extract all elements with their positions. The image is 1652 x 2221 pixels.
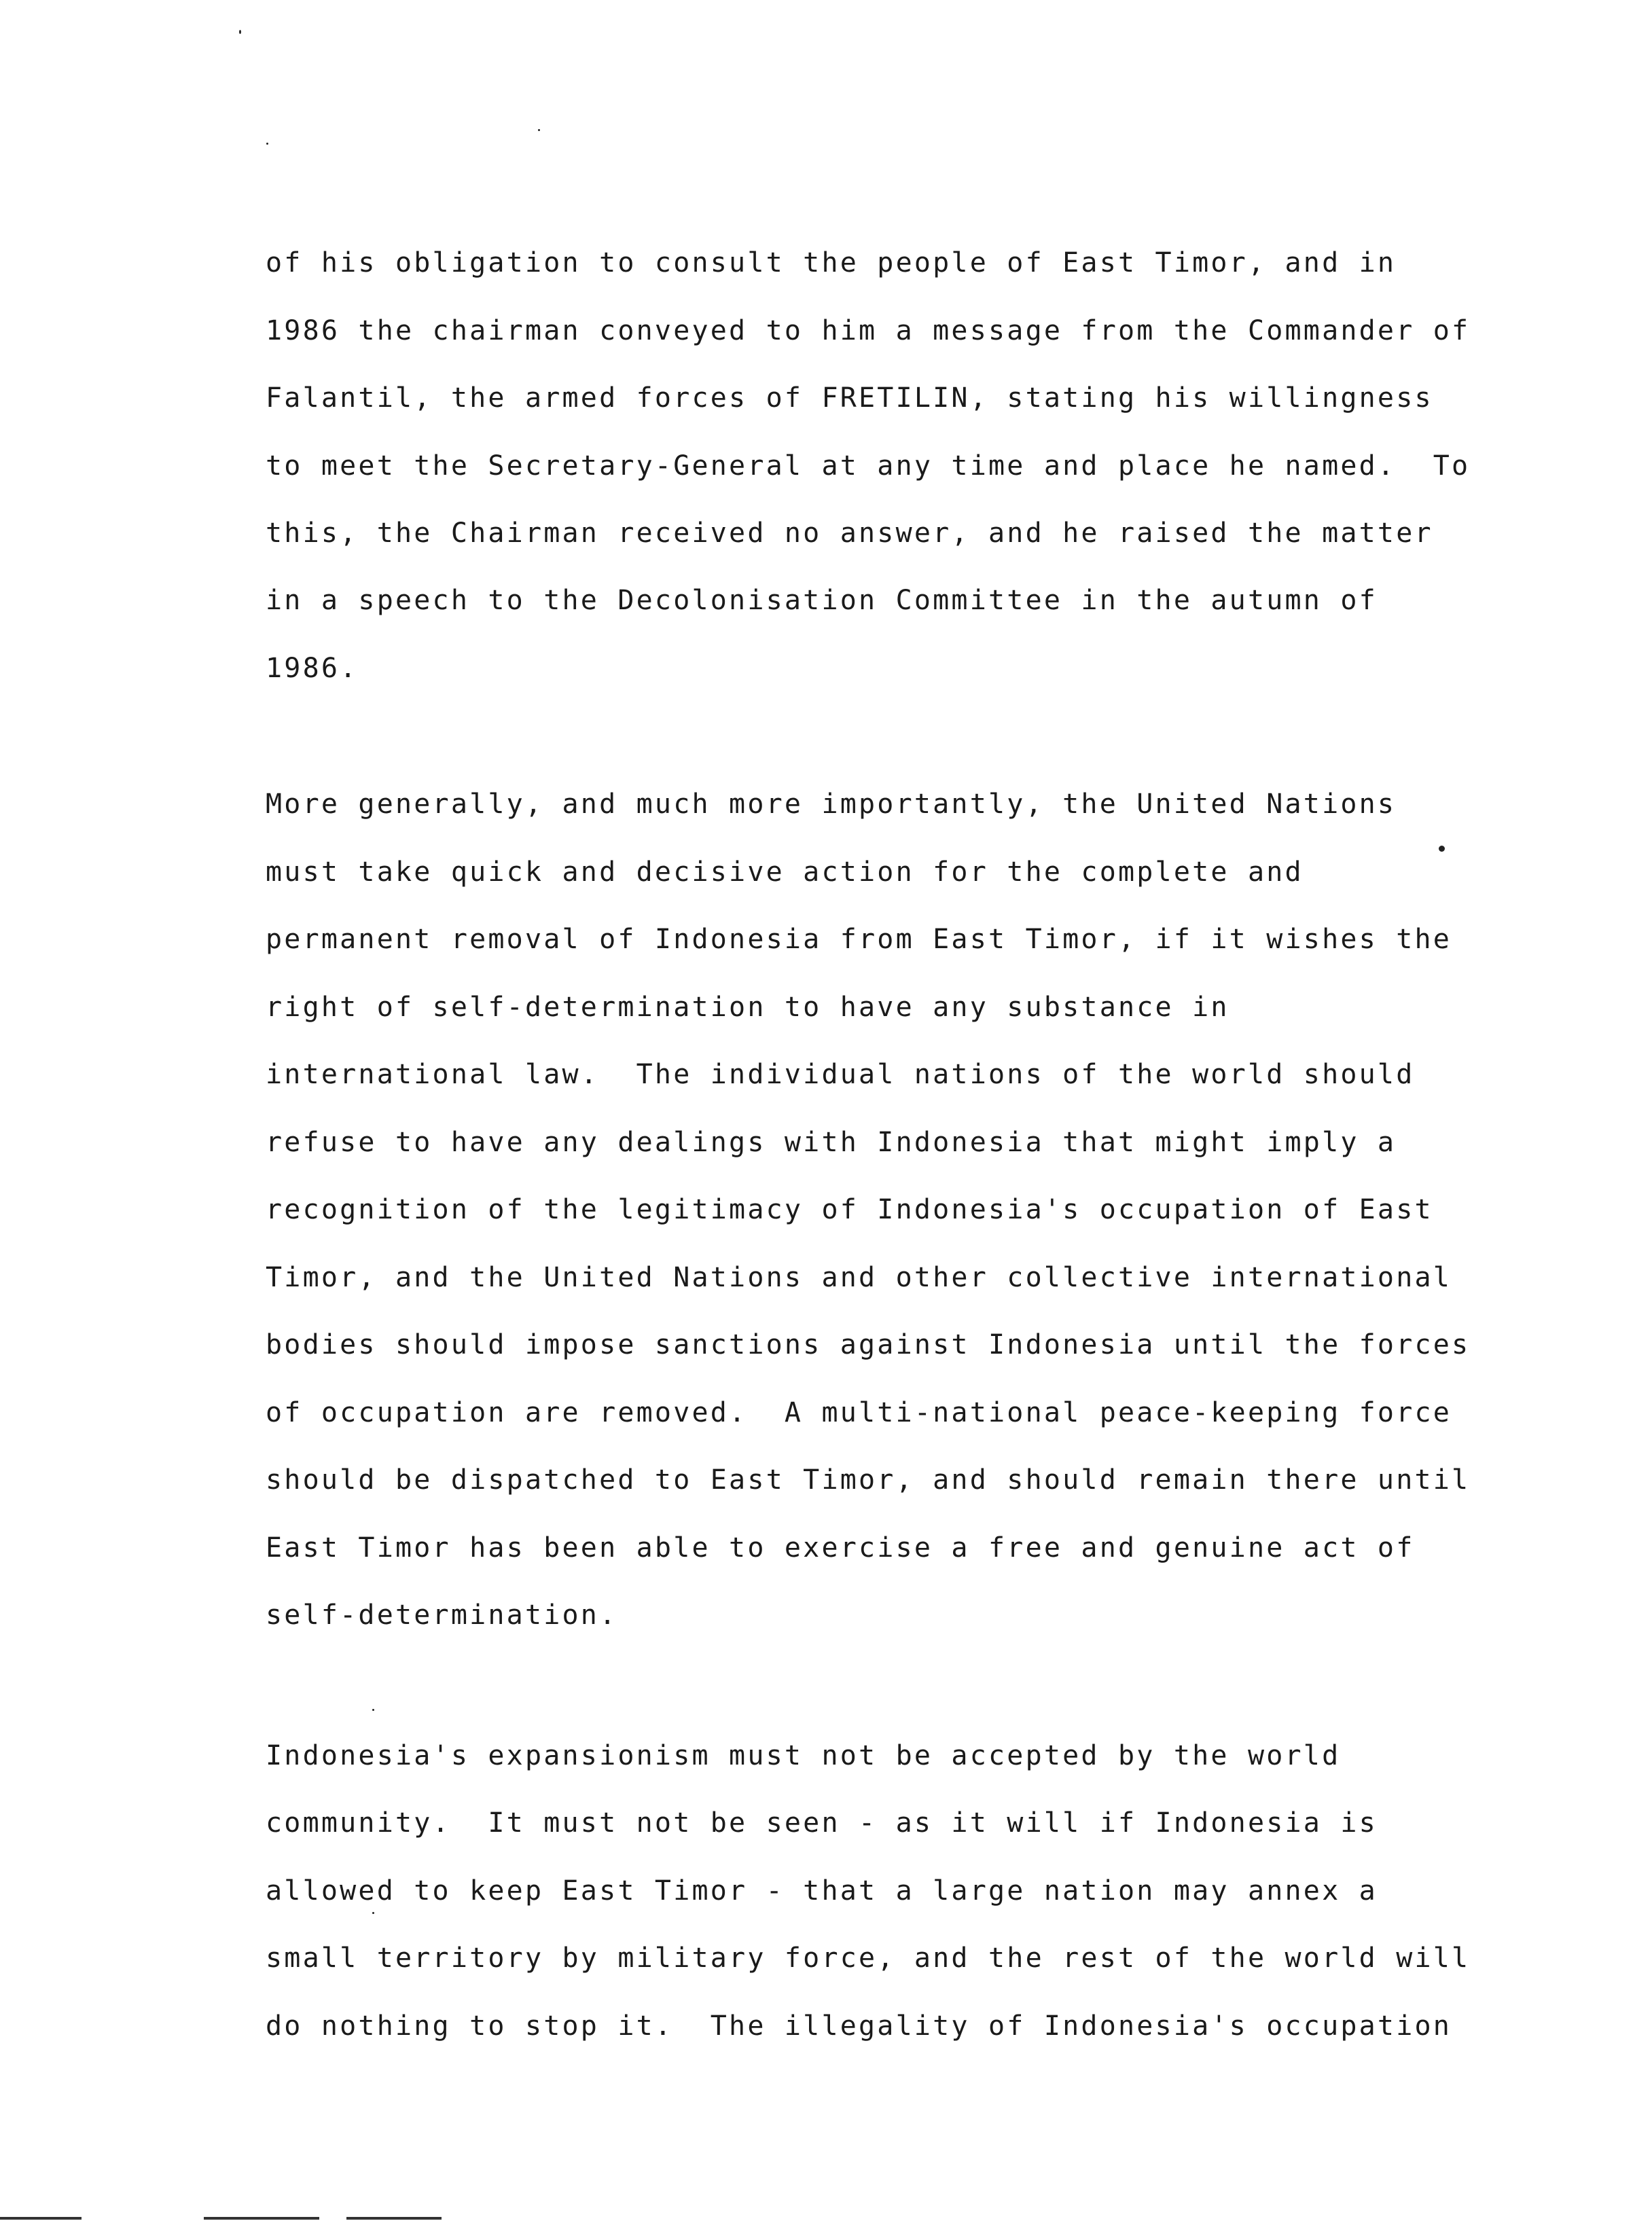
text-line: refuse to have any dealings with Indonesia that might imply a (266, 1127, 1397, 1158)
text-line: bodies should impose sanctions against Indonesia until the forces (266, 1329, 1471, 1360)
scan-speck (1439, 846, 1445, 852)
text-line: small territory by military force, and the rest of the world will (266, 1943, 1471, 1974)
text-line: community. It must not be seen - as it will if Indonesia is (266, 1807, 1378, 1839)
text-line: Falantil, the armed forces of FRETILIN, stating his willingness (266, 382, 1433, 414)
scan-speck (239, 30, 241, 34)
text-line: should be dispatched to East Timor, and should remain there until (266, 1464, 1471, 1496)
text-line: More generally, and much more importantly, the United Nations (266, 789, 1397, 820)
scan-edge-mark (204, 2217, 319, 2220)
scan-speck (538, 129, 540, 131)
text-line: Indonesia's expansionism must not be accepted by the world (266, 1740, 1341, 1771)
text-line: self-determination. (266, 1600, 618, 1631)
text-line: 1986 the chairman conveyed to him a message from the Commander of (266, 315, 1471, 346)
scan-speck (266, 143, 268, 145)
text-line: in a speech to the Decolonisation Committee in the autumn of (266, 585, 1378, 616)
text-line: East Timor has been able to exercise a free and genuine act of (266, 1532, 1415, 1564)
text-line: of his obligation to consult the people of East Timor, and in (266, 247, 1397, 278)
text-line: international law. The individual nations of the world should (266, 1059, 1415, 1090)
text-line: right of self-determination to have any substance in (266, 992, 1229, 1023)
scan-speck (372, 1709, 374, 1711)
scan-edge-mark (0, 2217, 82, 2220)
text-line: to meet the Secretary-General at any time and place he named. To (266, 450, 1471, 482)
scan-edge-mark (346, 2217, 442, 2220)
text-line: recognition of the legitimacy of Indonesia's occupation of East (266, 1194, 1433, 1225)
text-line: allowed to keep East Timor - that a large nation may annex a (266, 1875, 1378, 1907)
text-line: of occupation are removed. A multi-national peace-keeping force (266, 1397, 1452, 1428)
text-line: this, the Chairman received no answer, and he raised the matter (266, 518, 1433, 549)
text-line: 1986. (266, 653, 359, 684)
text-line: permanent removal of Indonesia from East Timor, if it wishes the (266, 924, 1452, 955)
text-line: must take quick and decisive action for the complete and (266, 856, 1304, 888)
text-line: Timor, and the United Nations and other collective international (266, 1262, 1452, 1293)
text-line: do nothing to stop it. The illegality of Indonesia's occupation (266, 2010, 1452, 2042)
scan-speck (372, 1912, 374, 1914)
